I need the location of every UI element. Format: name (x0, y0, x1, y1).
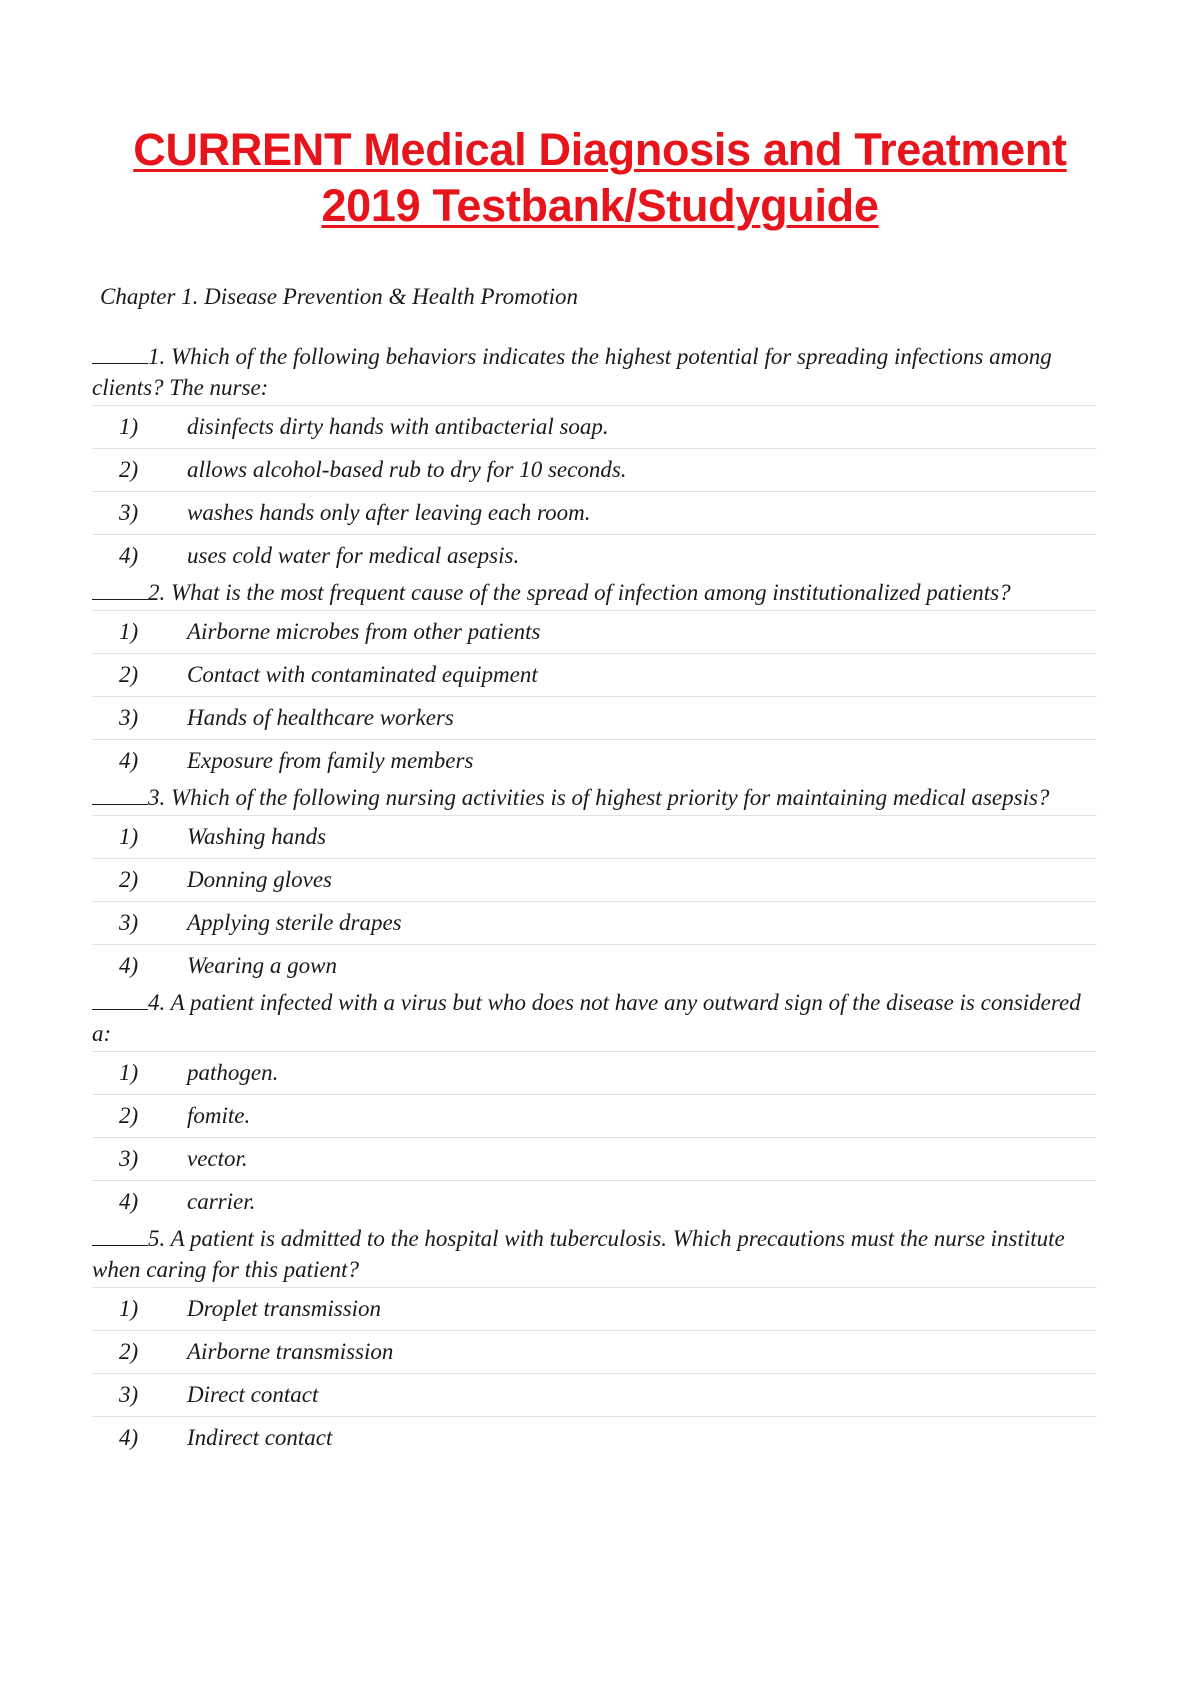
question-2 (92, 577, 1097, 782)
question-stem (92, 341, 1097, 406)
option-text: Indirect contact (187, 1425, 333, 1450)
chapter-heading: Chapter 1. Disease Prevention & Health Promotion (100, 284, 579, 309)
question-1 (92, 341, 1097, 577)
option-text: Droplet transmission (187, 1296, 382, 1321)
option-text: allows alcohol-based rub to dry for 10 seconds. (187, 457, 627, 482)
answer-blank[interactable] (92, 1225, 148, 1246)
option-text: Airborne microbes from other patients (187, 619, 541, 644)
option-text: Wearing a gown (187, 953, 337, 978)
answer-option (92, 492, 1097, 535)
option-number: 1) (119, 414, 139, 439)
question-5 (92, 1223, 1097, 1459)
option-text: Washing hands (187, 824, 327, 849)
question-stem (92, 782, 1097, 816)
option-number: 3) (119, 500, 139, 525)
answer-blank[interactable] (92, 784, 148, 805)
option-text: uses cold water for medical asepsis. (187, 543, 520, 568)
option-number: 3) (119, 1146, 139, 1171)
option-number: 4) (119, 953, 139, 978)
option-text: Airborne transmission (187, 1339, 394, 1364)
answer-option (92, 406, 1097, 449)
title-line-2: 2019 Testbank/Studyguide (321, 180, 879, 231)
answer-blank[interactable] (92, 579, 148, 600)
option-number: 3) (119, 910, 139, 935)
option-text: disinfects dirty hands with antibacterial soap. (187, 414, 609, 439)
option-text: Contact with contaminated equipment (187, 662, 538, 687)
question-stem (92, 1223, 1097, 1288)
option-number: 2) (119, 1103, 139, 1128)
option-number: 2) (119, 867, 139, 892)
question-list (92, 341, 1097, 1459)
answer-option (92, 859, 1097, 902)
answer-option (92, 1181, 1097, 1223)
option-text: Hands of healthcare workers (187, 705, 454, 730)
option-text: pathogen. (187, 1060, 279, 1085)
answer-option (92, 611, 1097, 654)
option-number: 3) (119, 705, 139, 730)
answer-option (92, 654, 1097, 697)
answer-option (92, 1138, 1097, 1181)
option-text: Exposure from family members (187, 748, 474, 773)
answer-option (92, 740, 1097, 782)
answer-option (92, 1331, 1097, 1374)
option-number: 3) (119, 1382, 139, 1407)
option-number: 4) (119, 748, 139, 773)
answer-option (92, 945, 1097, 987)
answer-option (92, 1095, 1097, 1138)
question-text: 3. Which of the following nursing activities is of highest priority for maintaining medical asepsis? (148, 785, 1050, 810)
option-text: carrier. (187, 1189, 256, 1214)
option-number: 4) (119, 543, 139, 568)
option-number: 1) (119, 1060, 139, 1085)
option-number: 2) (119, 1339, 139, 1364)
answer-option (92, 902, 1097, 945)
document-title (0, 122, 1200, 234)
option-text: washes hands only after leaving each room. (187, 500, 591, 525)
answer-option (92, 1288, 1097, 1331)
option-number: 4) (119, 1189, 139, 1214)
question-3 (92, 782, 1097, 987)
option-number: 1) (119, 824, 139, 849)
option-number: 2) (119, 662, 139, 687)
question-text: 4. A patient infected with a virus but who does not have any outward sign of the disease is considered a: (92, 990, 1081, 1046)
option-number: 1) (119, 619, 139, 644)
question-text: 1. Which of the following behaviors indicates the highest potential for spreading infections among clients? The nurse: (92, 344, 1052, 400)
answer-option (92, 1374, 1097, 1417)
answer-option (92, 697, 1097, 740)
question-4 (92, 987, 1097, 1223)
answer-option (92, 1052, 1097, 1095)
title-line-1: CURRENT Medical Diagnosis and Treatment (133, 124, 1067, 175)
option-number: 4) (119, 1425, 139, 1450)
answer-option (92, 816, 1097, 859)
question-stem (92, 577, 1097, 611)
answer-option (92, 1417, 1097, 1459)
option-text: Donning gloves (187, 867, 333, 892)
option-number: 1) (119, 1296, 139, 1321)
option-text: Applying sterile drapes (187, 910, 402, 935)
answer-option (92, 449, 1097, 492)
answer-option (92, 535, 1097, 577)
question-text: 5. A patient is admitted to the hospital with tuberculosis. Which precautions must the nurse institute when caring for this patient? (92, 1226, 1065, 1282)
option-number: 2) (119, 457, 139, 482)
answer-blank[interactable] (92, 989, 148, 1010)
answer-blank[interactable] (92, 343, 148, 364)
option-text: fomite. (187, 1103, 251, 1128)
option-text: vector. (187, 1146, 248, 1171)
question-text: 2. What is the most frequent cause of the spread of infection among institutionalized patients? (148, 580, 1011, 605)
option-text: Direct contact (187, 1382, 319, 1407)
question-stem (92, 987, 1097, 1052)
